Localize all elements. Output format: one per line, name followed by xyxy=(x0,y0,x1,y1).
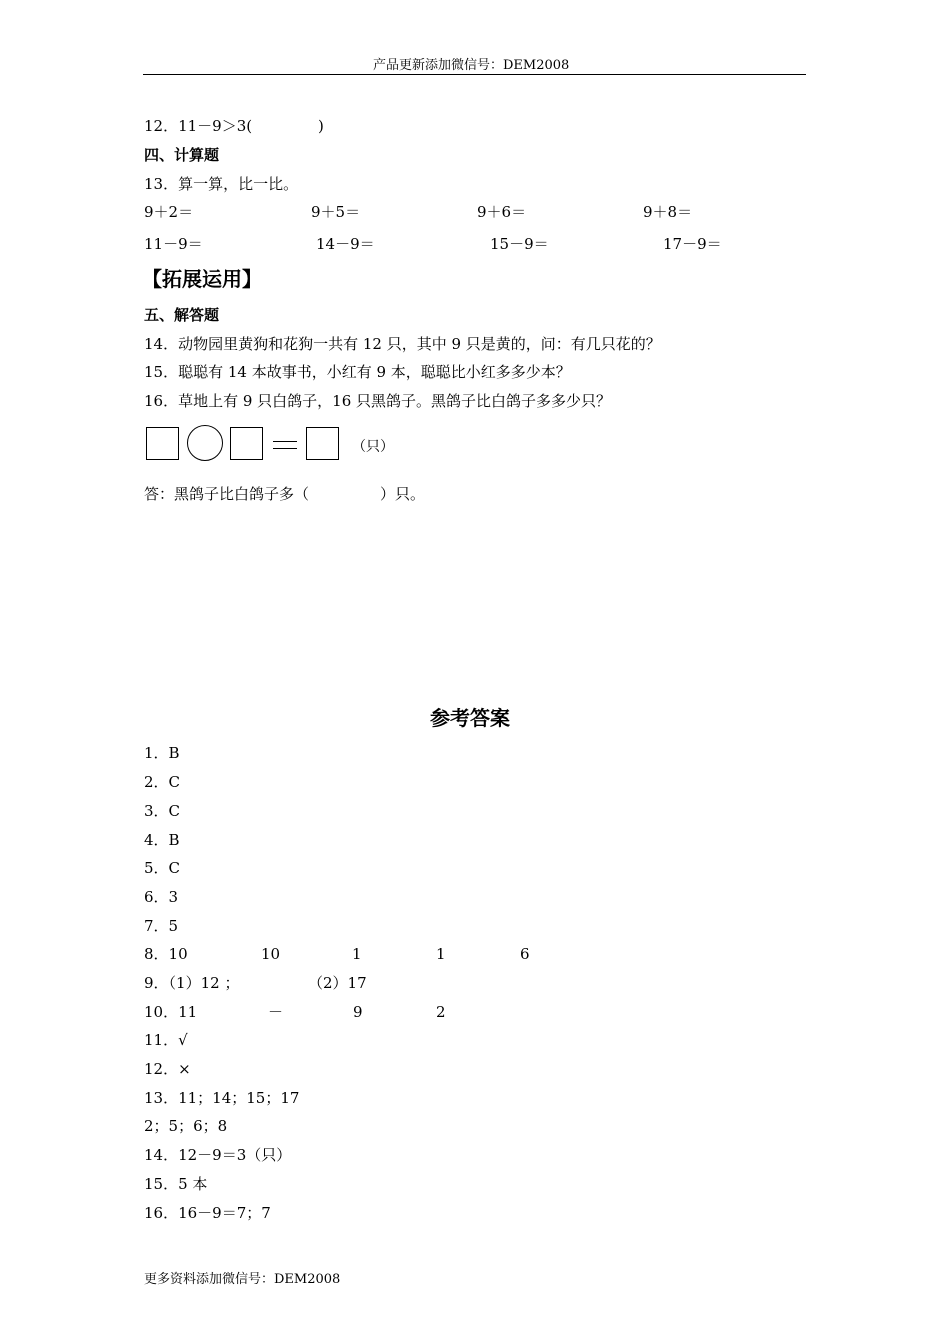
question-12 xyxy=(144,116,252,136)
answer-7: 7．5 xyxy=(144,917,179,935)
section-4-title: 四、计算题 xyxy=(144,146,220,164)
answer-9-part-2: （2）17 xyxy=(308,974,367,992)
question-16: 16．草地上有 9 只白鸽子，16 只黑鸽子。黑鸽子比白鸽子多多少只？ xyxy=(144,392,612,410)
answer-6: 6．3 xyxy=(144,888,179,906)
answer-3: 3．C xyxy=(144,802,181,820)
question-12-expression: 11－9＞3( xyxy=(178,117,253,135)
calc-9-plus-8: 9＋8＝ xyxy=(643,203,693,221)
question-12-close: ) xyxy=(318,117,324,135)
section-5-title: 五、解答题 xyxy=(144,306,220,324)
answer-12: 12．× xyxy=(144,1060,191,1078)
calc-14-minus-9: 14－9＝ xyxy=(316,235,375,253)
answer-16: 16．16－9＝7；7 xyxy=(144,1204,271,1222)
answer-14: 14．12－9＝3（只） xyxy=(144,1146,292,1164)
answer-9-part-1: 9．（1）12 ； xyxy=(144,974,240,992)
answer-box-1[interactable] xyxy=(146,427,179,460)
answer-8-part-2: 10 xyxy=(261,945,281,963)
answer-13: 13．11；14；15；17 xyxy=(144,1089,300,1107)
page-header: 产品更新添加微信号：DEM2008 xyxy=(373,58,570,73)
extension-title: 【拓展运用】 xyxy=(142,267,262,291)
question-12-number: 12． xyxy=(144,117,179,135)
answer-10-part-4: 2 xyxy=(436,1003,446,1021)
calc-9-plus-5: 9＋5＝ xyxy=(311,203,361,221)
answer-10-part-2: － xyxy=(268,1003,284,1021)
answer-2: 2．C xyxy=(144,773,181,791)
answer-10-part-1: 10．11 xyxy=(144,1003,198,1021)
question-15: 15．聪聪有 14 本故事书，小红有 9 本，聪聪比小红多多少本？ xyxy=(144,363,571,381)
calc-9-plus-2: 9＋2＝ xyxy=(144,203,194,221)
answer-15: 15．5 本 xyxy=(144,1175,208,1193)
answer-1: 1．B xyxy=(144,744,180,762)
question-13: 13．算一算，比一比。 xyxy=(144,175,299,193)
answer-5: 5．C xyxy=(144,859,181,877)
unit-label: （只） xyxy=(352,439,394,455)
answer-8-part-5: 6 xyxy=(520,945,530,963)
answers-title: 参考答案 xyxy=(430,706,510,730)
header-rule xyxy=(143,74,806,75)
answer-8-part-1: 8．10 xyxy=(144,945,188,963)
answer-box-2[interactable] xyxy=(230,427,263,460)
calc-15-minus-9: 15－9＝ xyxy=(490,235,549,253)
answer-11: 11．√ xyxy=(144,1031,188,1049)
answer-8-part-4: 1 xyxy=(436,945,446,963)
calc-17-minus-9: 17－9＝ xyxy=(663,235,722,253)
question-14: 14．动物园里黄狗和花狗一共有 12 只，其中 9 只是黄的，问：有几只花的？ xyxy=(144,335,661,353)
answer-16-suffix: ）只。 xyxy=(380,485,426,503)
equals-sign xyxy=(273,441,297,449)
answer-13-second-line: 2；5；6；8 xyxy=(144,1117,228,1135)
operator-circle[interactable] xyxy=(187,425,223,461)
calc-11-minus-9: 11－9＝ xyxy=(144,235,203,253)
calc-9-plus-6: 9＋6＝ xyxy=(477,203,527,221)
answer-10-part-3: 9 xyxy=(353,1003,363,1021)
answer-box-3[interactable] xyxy=(306,427,339,460)
page-footer: 更多资料添加微信号：DEM2008 xyxy=(144,1272,341,1287)
answer-4: 4．B xyxy=(144,831,180,849)
answer-8-part-3: 1 xyxy=(352,945,362,963)
answer-16-prefix: 答：黑鸽子比白鸽子多（ xyxy=(144,485,310,503)
